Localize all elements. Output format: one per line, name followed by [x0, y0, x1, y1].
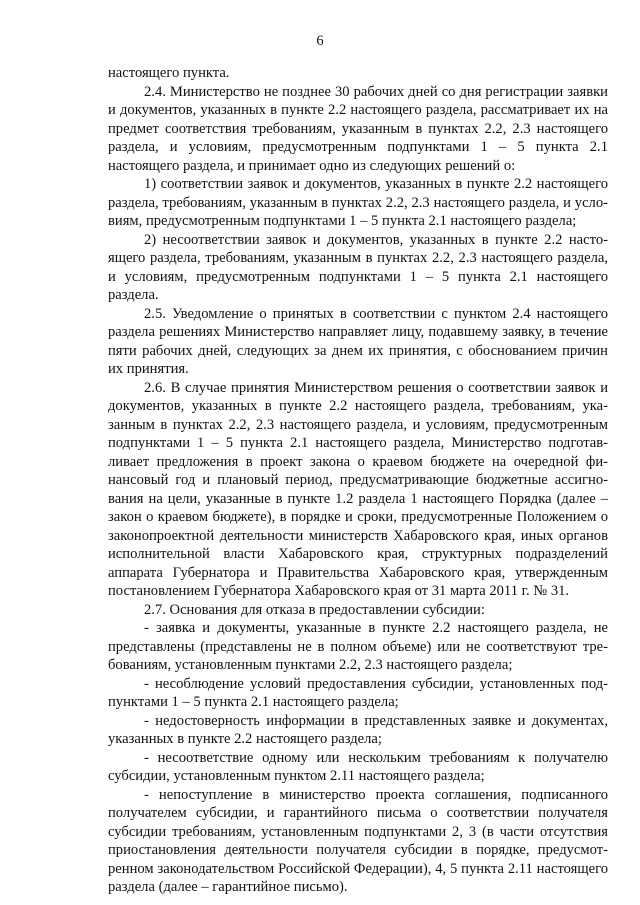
- paragraph-2-7-item-1: - заявка и документы, указанные в пункте 2.2 настоящего раздела, не представлены (представлены не в полном объеме) или не соответствуют требованиям, установленным пунктами 2.2, 2.3 настоящего раздела;: [108, 620, 608, 673]
- paragraph-2-4-item-1: 1) соответствии заявок и документов, указанных в пункте 2.2 настоящего раздела, требованиям, указанным в пунктах 2.2, 2.3 настоящего раздела, и условиям, предусмотренным подпунктами 1 – 5 пункта 2.1 настоящего раздела;: [108, 176, 608, 229]
- paragraph-2-7-item-3: - недостоверность информации в представленных заявке и документах, указанных в пункте 2.2 настоящего раздела;: [108, 712, 608, 747]
- paragraph-2-4: 2.4. Министерство не позднее 30 рабочих дней со дня регистрации заявки и документов, указанных в пункте 2.2 настоящего раздела, рассматривает их на предмет соответствия требованиям, указанным в пунктах 2.2, 2.3 настоящего раздела, и условиям, предусмотренным подпунктами 1 – 5 пункта 2.1 настоящего раздела, и принимает одно из следующих решений о:: [108, 83, 608, 174]
- paragraph-2-4-item-2: 2) несоответствии заявок и документов, указанных в пункте 2.2 настоящего раздела, требованиям, указанным в пунктах 2.2, 2.3 настоящего раздела, и условиям, предусмотренным подпунктами 1 – 5 пункта 2.1 настоящего раздела.: [108, 231, 608, 303]
- document-body: [108, 64, 608, 897]
- paragraph-2-7-item-2: - несоблюдение условий предоставления субсидии, установленных подпунктами 1 – 5 пункта 2.1 настоящего раздела;: [108, 675, 608, 710]
- paragraph-2-7-item-5: - непоступление в министерство проекта соглашения, подписанного получателем субсидии, и гарантийного письма о соответствии получателя субсидии требованиям, установленным подпунктами 2, 3 (в части отсутствия приостановления деятельности получателя субсидии в порядке, предусмотренном законодательством Российской Федерации), 4, 5 пункта 2.11 настоящего раздела (далее – гарантийное письмо).: [108, 786, 608, 895]
- paragraph-2-7: 2.7. Основания для отказа в предоставлении субсидии:: [144, 601, 485, 618]
- paragraph-2-7-item-4: - несоответствие одному или нескольким требованиям к получателю субсидии, установленным пунктом 2.11 настоящего раздела;: [108, 749, 608, 784]
- page-number: 6: [316, 33, 324, 49]
- paragraph-2-6: 2.6. В случае принятия Министерством решения о соответствии заявок и документов, указанных в пункте 2.2 настоящего раздела, требованиям, указанным в пунктах 2.2, 2.3 настоящего раздела, и условиям, предусмотренным подпунктами 1 – 5 пункта 2.1 настоящего раздела, Министерство подготавливает предложения в проект закона о краевом бюджете на очередной финансовый год и плановый период, предусматривающие бюджетные ассигнования на цели, указанные в пункте 1.2 раздела 1 настоящего Порядка (далее – закон о краевом бюджете), в порядке и сроки, предусмотренные Положением о законопроектной деятельности министерств Хабаровского края, иных органов исполнительной власти Хабаровского края, структурных подразделений аппарата Губернатора и Правительства Хабаровского края, утвержденным постановлением Губернатора Хабаровского края от 31 марта 2011 г. № 31.: [108, 379, 608, 599]
- paragraph-continuation: настоящего пункта.: [108, 65, 230, 81]
- paragraph-2-5: 2.5. Уведомление о принятых в соответствии с пунктом 2.4 настоящего раздела решениях Министерство направляет лицу, подавшему заявку, в течение пяти рабочих дней, следующих за днем их принятия, с обоснованием причин их принятия.: [108, 305, 608, 377]
